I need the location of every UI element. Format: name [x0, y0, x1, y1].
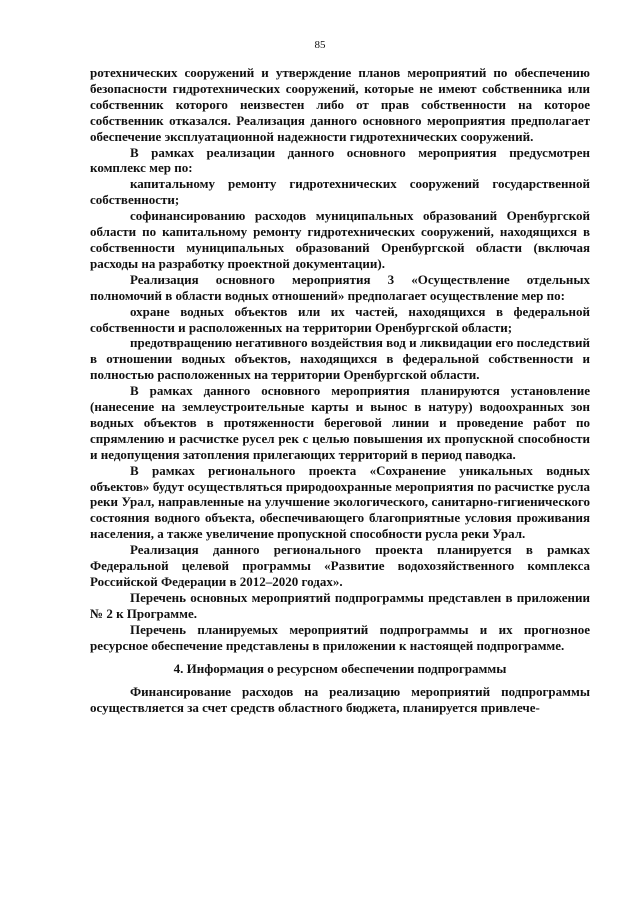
paragraph-continuation: ротехнических сооружений и утверждение планов мероприятий по обеспечению безопасности гидротехнических сооружений, которые не имеют собственника или собственник которого неизвестен либо от прав собственности на которое собственник отказался. Реализация данного основного мероприятия предполагает обеспечение эксплуатационной надежности гидротехнических сооружений.	[90, 65, 590, 144]
paragraph: В рамках данного основного мероприятия планируются установление (нанесение на землеустроительные карты и вынос в натуру) водоохранных зон водных объектов в протяженности береговой линии и проведение работ по спрямлению и расчистке русел рек с целью повышения их пропускной способности и недопущения затопления прилегающих территорий в период паводка.	[90, 383, 590, 462]
paragraph: Реализация основного мероприятия 3 «Осуществление отдельных полномочий в области водных отношений» предполагает осуществление мер по:	[90, 271, 590, 303]
list-item-paragraph: капитальному ремонту гидротехнических сооружений государственной собственности;	[90, 176, 590, 208]
paragraph: Перечень планируемых мероприятий подпрограммы и их прогнозное ресурсное обеспечение представлены в приложении к настоящей подпрограмме.	[90, 621, 590, 653]
list-item-paragraph: софинансированию расходов муниципальных образований Оренбургской области по капитальному ремонту гидротехнических сооружений, находящихся в собственности муниципальных образований Оренбургской области (включая расходы на разработку проектной документации).	[90, 208, 590, 271]
page-number: 85	[314, 39, 326, 51]
paragraph: В рамках регионального проекта «Сохранение уникальных водных объектов» будут осуществляться природоохранные мероприятия по расчистке русла реки Урал, направленные на улучшение экологического, санитарно-гигиенического состояния водного объекта, обеспечивающего благоприятные условия проживания населения, а также увеличение пропускной способности русла реки Урал.	[90, 462, 590, 542]
paragraph: Перечень основных мероприятий подпрограммы представлен в приложении № 2 к Программе.	[90, 589, 590, 621]
paragraph: В рамках реализации данного основного мероприятия предусмотрен комплекс мер по:	[90, 144, 590, 176]
list-item-paragraph: предотвращению негативного воздействия вод и ликвидации его последствий в отношении водных объектов, находящихся в федеральной собственности и полностью расположенных на территории Оренбургской области.	[90, 335, 590, 383]
list-item-paragraph: охране водных объектов или их частей, находящихся в федеральной собственности и расположенных на территории Оренбургской области;	[90, 303, 590, 335]
document-body	[90, 65, 590, 716]
paragraph: Финансирование расходов на реализацию мероприятий подпрограммы осуществляется за счет средств областного бюджета, планируется привлече-	[90, 684, 590, 716]
paragraph: Реализация данного регионального проекта планируется в рамках Федеральной целевой программы «Развитие водохозяйственного комплекса Российской Федерации в 2012–2020 годах».	[90, 542, 590, 589]
section-heading: 4. Информация о ресурсном обеспечении подпрограммы	[173, 660, 507, 676]
